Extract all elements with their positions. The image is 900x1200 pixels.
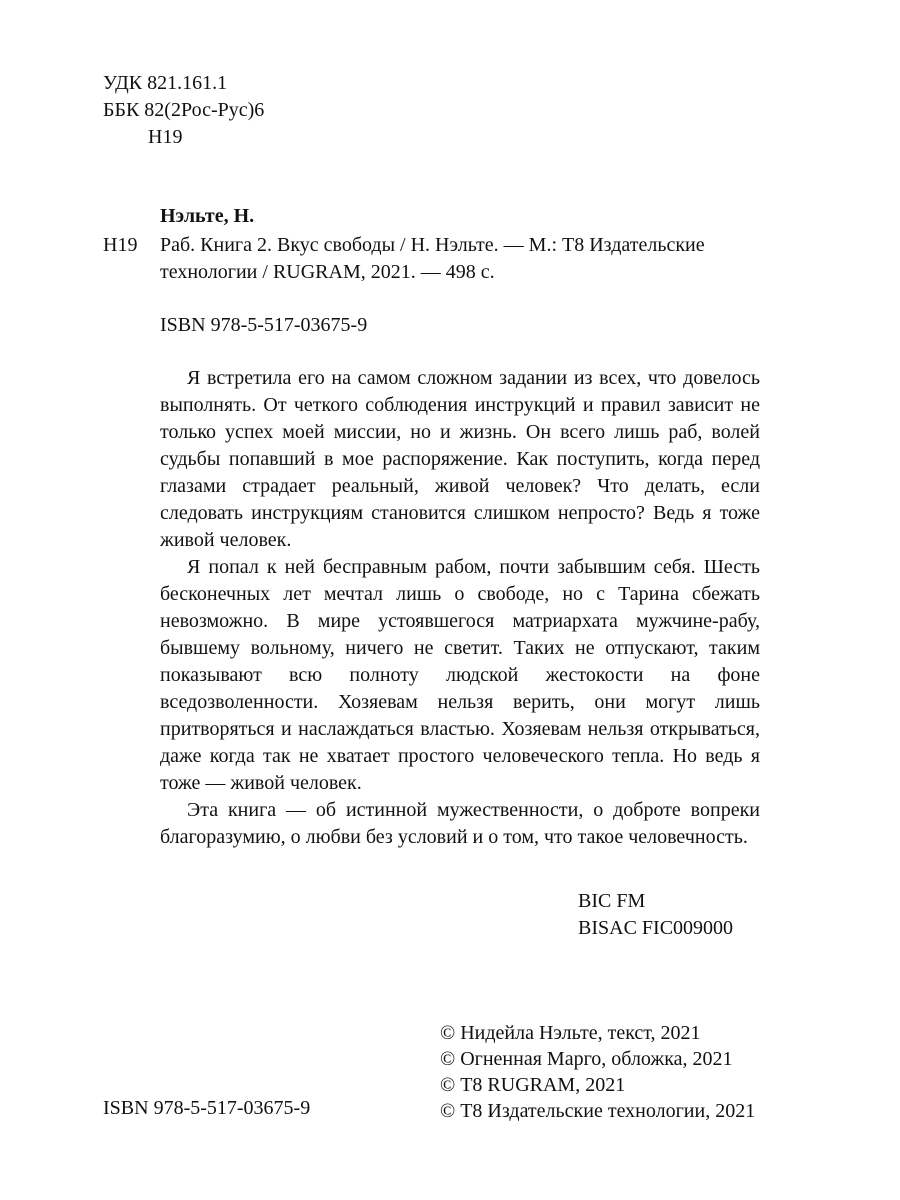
catalog-isbn: ISBN 978-5-517-03675-9 [160,314,368,336]
footer-isbn: ISBN 978-5-517-03675-9 [103,1097,311,1119]
udk-code: УДК 821.161.1 [103,72,228,94]
bibliographic-description: Раб. Книга 2. Вкус свободы / Н. Нэльте. — М.: Т8 Издательские технологии / RUGRAM, 2021. — 498 с. [160,234,705,283]
annotation-paragraph: Я попал к ней бесправным рабом, почти забывшим себя. Шесть бесконечных лет мечтал лишь о свободе, но с Тарина сбежать невозможно. В мире устоявшегося матриархата мужчине-рабу, бывшему вольному, ничего не светит. Таких не отпускают, таким показывают всю полноту людской жестокости на фоне вседозволенности. Хозяевам нельзя верить, они могут лишь притворяться и наслаждаться властью. Хозяевам нельзя открываться, даже когда так не хватает простого человеческого тепла. Но ведь я тоже — живой человек. [160,556,760,794]
annotation-paragraph: Эта книга — об истинной мужественности, о доброте вопреки благоразумию, о любви без условий и о том, что такое человечность. [160,799,760,848]
bbk-code: ББК 82(2Рос-Рус)6 [103,99,265,121]
copyright-line: © Т8 Издательские технологии, 2021 [440,1100,756,1122]
bic-code: BIC FM [578,890,646,912]
copyright-line: © Огненная Марго, обложка, 2021 [440,1048,733,1070]
copyright-line: © Т8 RUGRAM, 2021 [440,1074,626,1096]
cutter-code: Н19 [148,126,183,148]
copyright-block [440,1020,755,1124]
annotation-paragraph: Я встретила его на самом сложном задании из всех, что довелось выполнять. От четкого соблюдения инструкций и правил зависит не только успех моей миссии, но и жизнь. Он всего лишь раб, волей судьбы попавший в мое распоряжение. Как поступить, когда перед глазами страдает реальный, живой человек? Что делать, если следовать инструкциям становится слишком непросто? Ведь я тоже живой человек. [160,367,760,551]
author-heading: Нэльте, Н. [160,205,255,227]
annotation [160,365,760,851]
catalog-cutter-code: Н19 [103,234,138,256]
bisac-code: BISAC FIC009000 [578,917,734,939]
copyright-line: © Нидейла Нэльте, текст, 2021 [440,1022,701,1044]
